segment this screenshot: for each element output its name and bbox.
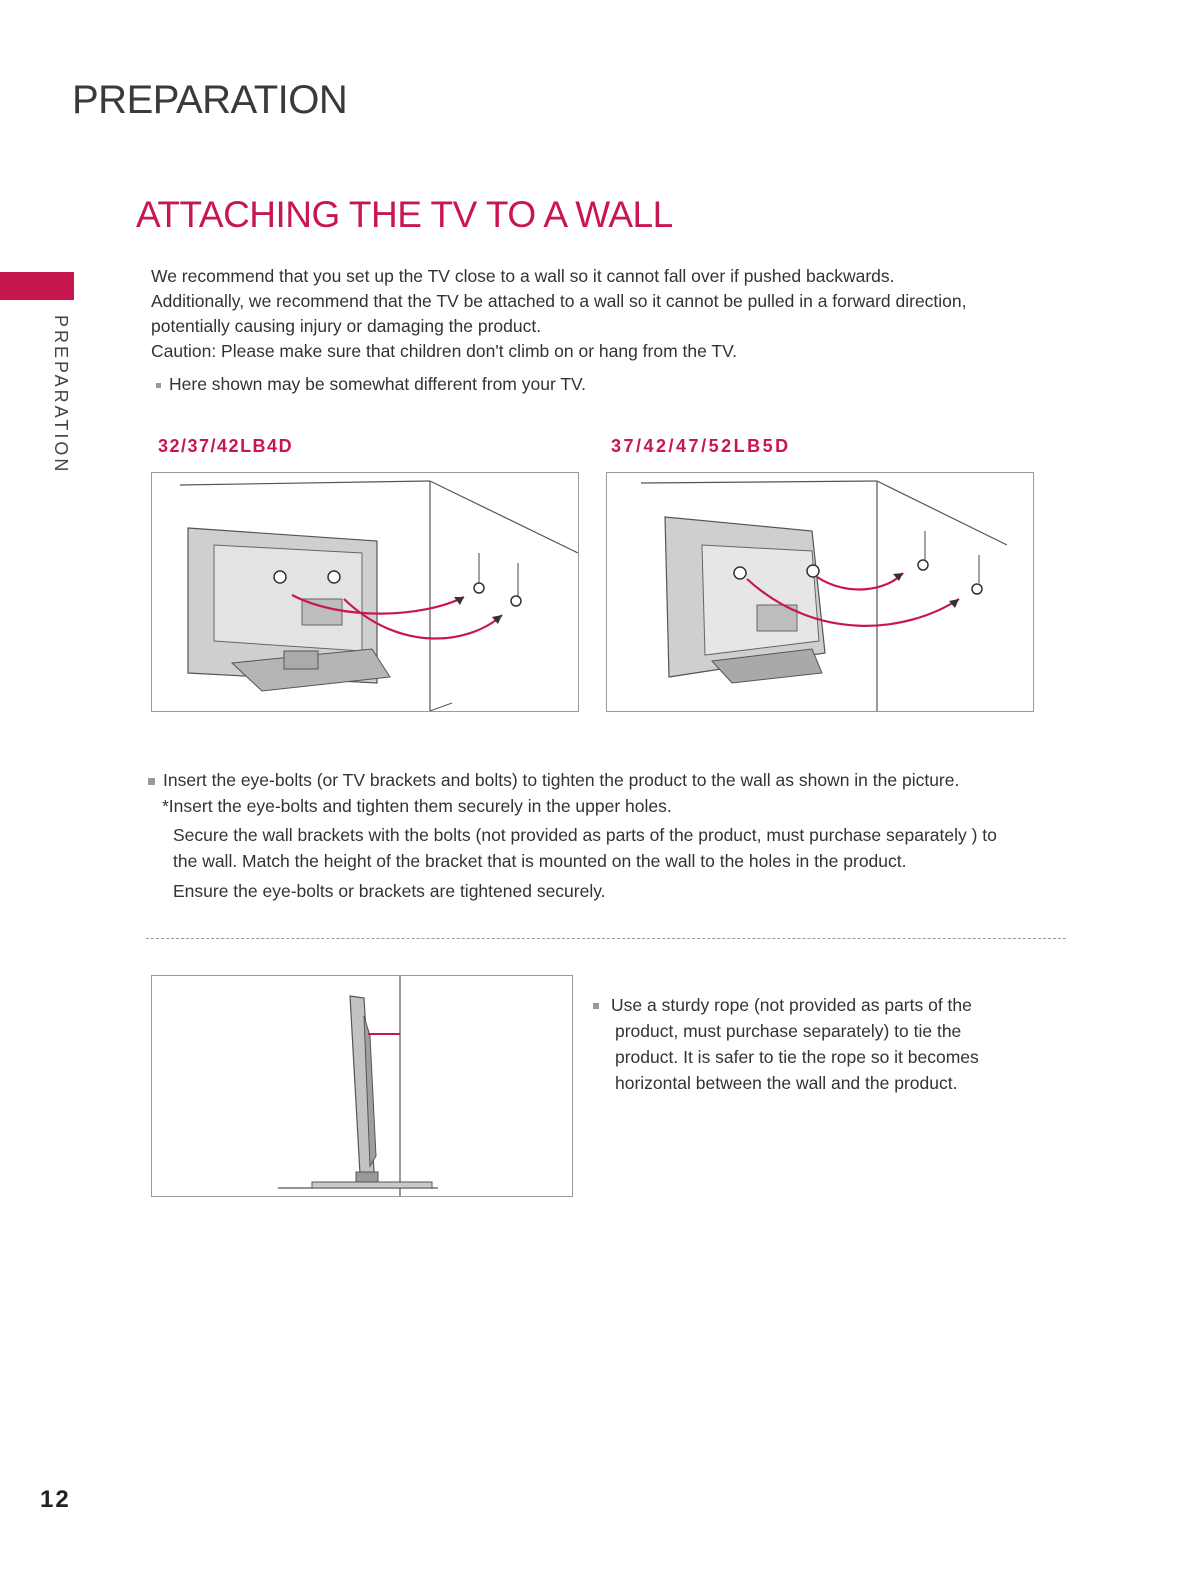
page-number: 12 [40,1486,71,1513]
instruction-text-1: Insert the eye-bolts (or TV brackets and bolts) to tighten the product to the wall as shown in the picture. [163,770,960,790]
instruction-line-3: Secure the wall brackets with the bolts (not provided as parts of the product, must purchase separately ) to [173,825,997,845]
instruction-line-2: *Insert the eye-bolts and tighten them securely in the upper holes. [162,796,672,816]
instruction-line-5: Ensure the eye-bolts or brackets are tightened securely. [173,881,606,901]
illustration-note-text: Here shown may be somewhat different from your TV. [169,374,586,394]
figure-lb5d-wall-attach [606,472,1034,712]
intro-caution: Caution: Please make sure that children don't climb on or hang from the TV. [151,341,738,361]
intro-line-1: We recommend that you set up the TV close to a wall so it cannot fall over if pushed backwards. [151,266,895,286]
model-label-lb4d: 32/37/42LB4D [158,436,294,456]
rope-line-3: product. It is safer to tie the rope so it becomes [615,1047,979,1067]
square-bullet-icon [156,383,161,388]
side-view-illustration [152,976,572,1196]
page-header-title: PREPARATION [72,78,348,122]
instruction-line-4: the wall. Match the height of the bracket that is mounted on the wall to the holes in the product. [173,851,907,871]
rope-text-1: Use a sturdy rope (not provided as parts of the [611,995,972,1015]
model-label-lb5d: 37/42/47/52LB5D [611,436,791,456]
section-divider [146,938,1066,939]
rope-line-4: horizontal between the wall and the product. [615,1073,958,1093]
rope-line-1 [593,992,979,1018]
figure-side-view-rope [151,975,573,1197]
section-title: ATTACHING THE TV TO A WALL [136,194,673,235]
lb4d-illustration [152,473,578,711]
rope-line-2: product, must purchase separately) to tie the [615,1021,962,1041]
intro-line-3: potentially causing injury or damaging the product. [151,316,542,336]
side-section-label: PREPARATION [51,315,71,475]
rope-instructions [593,992,979,1096]
square-bullet-icon [148,778,155,785]
illustration-note [156,374,586,395]
intro-line-2: Additionally, we recommend that the TV be attached to a wall so it cannot be pulled in a forward direction, [151,291,967,311]
square-bullet-icon [593,1003,599,1009]
side-tab-marker [0,272,74,300]
figure-lb4d-wall-attach [151,472,579,712]
lb5d-illustration [607,473,1033,711]
instruction-line-1 [148,768,959,793]
